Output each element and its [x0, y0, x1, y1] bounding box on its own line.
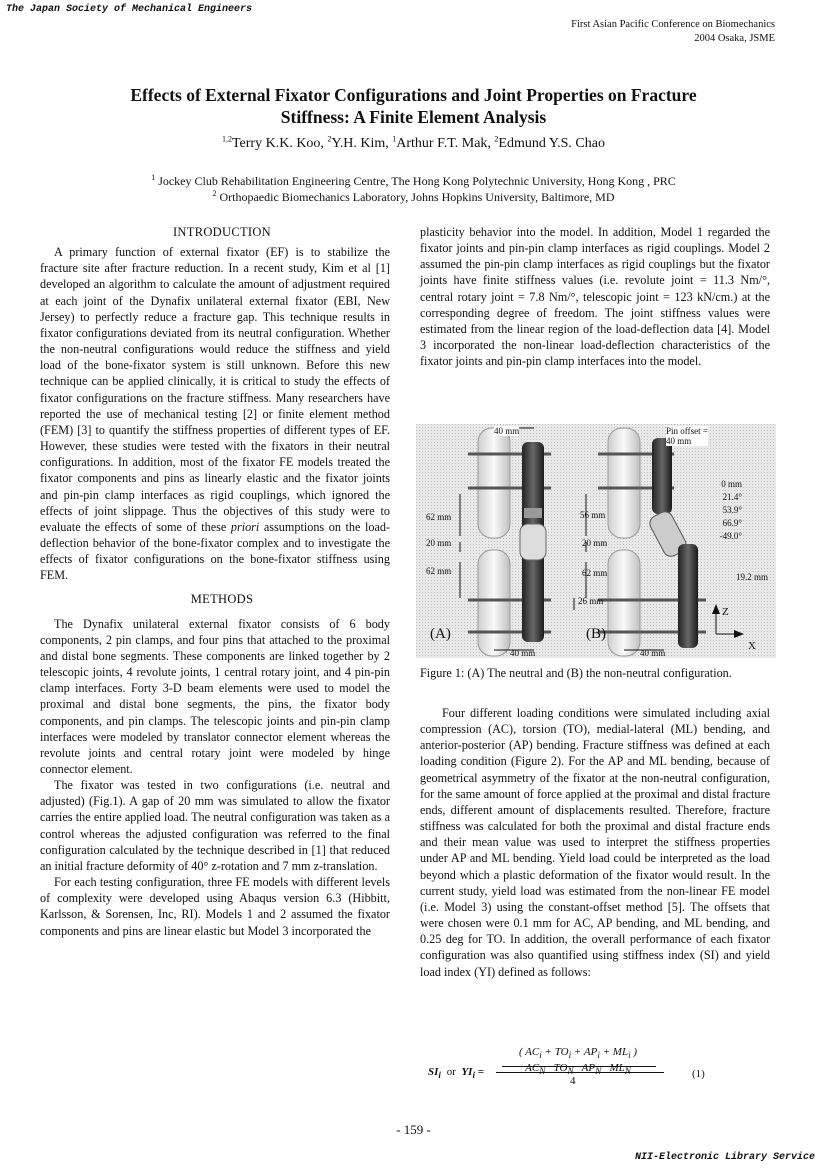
eq-sub: i	[597, 1050, 600, 1061]
eq-sub: i	[472, 1070, 475, 1081]
dim-40mm-b-bottom: 40 mm	[640, 648, 666, 658]
dim-26mm: 26 mm	[578, 596, 604, 606]
author-name: Y.H. Kim,	[331, 136, 393, 151]
eq-term: ML	[609, 1062, 625, 1074]
fixator-lower-b	[678, 544, 698, 648]
eq-or: or	[446, 1066, 456, 1078]
eq-denominator: 4	[570, 1075, 576, 1087]
intro-text-a: A primary function of external fixator (EF) is to stabilize the fracture site after fracture reduction. In a recent study, Kim et al [1] developed an algorithm to calculate the amount of adjustment required at each joint of the Dynafix unilateral external fixator (EBI, New Jersey) to perfectly reduce a fracture gap. This technique results in fixator configurations deviated from its neutral configuration. Whether the non-neutral configurations would reduce the stiffness and yield load of the bone-fixator system is still unknown. Before this new technique can be applied clinically, it is critical to study the effects of fixator configurations on the fracture stiffness. Many researchers have reported the use of mechanical testing [2] or finite element method (FEM) [3] to quantify the stiffness properties of different types of EF. However, these studies were tested with the fixators in their neutral configurations. In addition, most of the fixator FE models treated the fixator components and pins as linearly elastic and the fixator joints and pin-pin clamp interfaces as rigid couplings, which ignored the effects of joint slippage. Thus the objectives of this study were to evaluate the effects of some of these	[40, 245, 390, 534]
eq-sub: i	[438, 1070, 441, 1081]
library-footer: NII-Electronic Library Service	[634, 1152, 815, 1163]
angle-label: 66.9°	[722, 518, 742, 528]
page-number: - 159 -	[396, 1122, 431, 1137]
central-joint-a	[520, 524, 546, 560]
affiliation-2	[40, 189, 787, 205]
author-sup: 2	[327, 134, 332, 144]
clamp-a	[524, 508, 542, 518]
bone-distal-b	[608, 550, 640, 656]
angle-label: 53.9°	[722, 505, 742, 515]
eq-si: SI	[428, 1066, 439, 1078]
loading-paragraph: Four different loading conditions were simulated including axial compression (AC), torsion (TO), medial-lateral (ML) bending, and anterior-posterior (AP) bending. Fracture stiffness was defined at each loading condition (Figure 2). For the AP and ML bending, because of geometrical asymmetry of the fixator at the non-neutral configuration, for the same amount of force applied at the proximal and distal fracture ends, different amount of displacements resulted. Therefore, fracture stiffness was calculated for both the proximal and distal fracture ends and their mean value was used to interpret the stiffness properties under AP and ML bending. Yield load could be interpreted as the load beyond which a plastic deformation of the fixator would result. In the current study, yield load was estimated from the non-linear FE model (i.e. Model 3) using the constant-offset method [5]. The offsets that were chosen were 0.1 mm for AC, AP bending, and ML bending, and 0.25 deg for TO. In addition, the overall performance of each fixator configuration was also quantified using stiffness index (SI) and yield load index (YI) defined as follows:	[420, 706, 770, 979]
eq-term: AC	[525, 1046, 540, 1058]
eq-term: ML	[612, 1046, 629, 1058]
affiliation-text: Orthopaedic Biomechanics Laboratory, Johns Hopkins University, Baltimore, MD	[219, 190, 615, 204]
bone-proximal-a	[478, 428, 510, 538]
figure-1	[416, 424, 776, 658]
conference-name: First Asian Pacific Conference on Biomechanics	[571, 19, 775, 30]
dim-40mm-a-bottom: 40 mm	[510, 648, 536, 658]
fixator-upper-b	[652, 438, 672, 514]
eq-sub: N	[595, 1066, 602, 1077]
eq-sub: i	[539, 1050, 542, 1061]
eq-denominators	[498, 1062, 658, 1076]
angle-label: 21.4°	[722, 492, 742, 502]
eq-numerator: ( $AC_i + TO_i + AP_i + ML_i$ )	[518, 1046, 638, 1061]
models-paragraph: plasticity behavior into the model. In addition, Model 1 regarded the fixator joints and pin-pin clamp interfaces as rigid couplings. Model 2 assumed the pin-pin clamp interfaces as rigid couplings but the fixator joints have finite stiffness values (i.e. revolute joint = 11.3 Nm/°, central rotary joint = 7.8 Nm/°, telescopic joint = 123 kN/cm.) at the corresponding degree of freedom. The joint stiffness values were estimated from the linear region of the load-deflection data [4]. Model 3 incorporated the non-linear load-deflection characteristics of the fixator joints and pin-pin clamp interfaces into the model.	[420, 225, 770, 369]
eq-sub: N	[539, 1066, 546, 1077]
figure-caption: Figure 1: (A) The neutral and (B) the non-neutral configuration.	[420, 666, 732, 680]
paper-title	[40, 84, 787, 128]
methods-paragraph-1: The Dynafix unilateral external fixator consists of 6 body components, 2 pin clamps, and four pins that attached to the proximal and distal bone segments. These components are linked together by 2 telescopic joints, 4 revolute joints, 1 central rotary joint, and 4 pin-pin clamp interfaces. Forty 3-D beam elements were used to model the proximal and distal bone segments, the pins, the fixator body components, and pin clamps. The telescopic joints and pin-pin clamp interfaces were modeled by translator connector element whereas the revolute joints and central rotary joint were modeled by hinge connector element.	[40, 616, 390, 776]
dim-56mm: 56 mm	[580, 510, 606, 520]
conference-date: 2004 Osaka, JSME	[694, 33, 775, 44]
eq-sub: i	[568, 1050, 572, 1061]
author-name: Edmund Y.S. Chao	[498, 136, 605, 151]
methods-paragraph-2: The fixator was tested in two configurations (i.e. neutral and adjusted) (Fig.1). A gap of 20 mm was simulated to allow the fixator carries the entire applied load. The neutral configuration was taken as a control whereas the adjusted configuration was referred to the final configuration calculated by the technique described in [1] that reduced an initial fracture deformity of 40° z-rotation and 7 mm z-translation.	[40, 778, 390, 873]
dim-20mm-b: 20 mm	[582, 538, 608, 548]
intro-italic: priori	[230, 519, 260, 534]
dim-62mm-b: 62 mm	[582, 568, 608, 578]
title-line-2: Stiffness: A Finite Element Analysis	[280, 107, 547, 127]
equation-1	[428, 1046, 778, 1090]
methods-paragraph-3: For each testing configuration, three FE models with different levels of complexity were developed using Abaqus version 6.3 (Hibbitt, Karlsson, & Sorensen, Inc, RI). Models 1 and 2 assumed the fixator components and pins are linear elastic but Model 3 incorporated the	[40, 875, 390, 938]
axis-z-label: Z	[722, 606, 729, 618]
angle-label: -49.0°	[719, 531, 742, 541]
panel-label-a: (A)	[430, 626, 451, 642]
affiliation-text: Jockey Club Rehabilitation Engineering Centre, The Hong Kong Polytechnic University, Hong Kong , PRC	[158, 174, 676, 188]
eq-sub: N	[624, 1066, 631, 1077]
eq-sub: i	[628, 1050, 631, 1061]
author-sup: 1,2	[221, 134, 232, 144]
pin-offset-label	[666, 426, 708, 446]
eq-term: TO	[553, 1062, 568, 1074]
author-list	[40, 136, 787, 152]
dim-40mm-top: 40 mm	[494, 426, 520, 436]
axis-x-label: X	[748, 640, 756, 652]
intro-text-b: assumptions on the load-deflection behavior of the bone-fixator complex and to investigate the effects of fixator configurations on the bone-fixator stiffness using FEM.	[40, 519, 391, 583]
author-name: Arthur F.T. Mak,	[396, 136, 495, 151]
intro-paragraph	[40, 244, 390, 583]
eq-main-bar	[496, 1072, 664, 1073]
angle-label: 0 mm	[721, 479, 742, 489]
bone-distal-a	[478, 550, 510, 656]
eq-sub: N	[567, 1066, 574, 1077]
eq-term: AP	[581, 1062, 596, 1074]
affiliation-sup: 1	[151, 173, 156, 182]
dim-20mm-a: 20 mm	[426, 538, 452, 548]
affiliations	[40, 173, 787, 205]
eq-term: AP	[583, 1046, 598, 1058]
author-name: Terry K.K. Koo,	[231, 136, 328, 151]
right-column-bottom	[420, 705, 770, 980]
eq-term: TO	[554, 1046, 569, 1058]
affiliation-1	[40, 173, 787, 189]
affiliation-sup: 2	[212, 189, 217, 198]
dim-19mm: 19.2 mm	[736, 572, 769, 582]
panel-label-b: (B)	[586, 626, 606, 642]
pin-offset-text: Pin offset =	[666, 426, 708, 436]
left-column	[40, 224, 390, 939]
conference-header	[571, 18, 775, 46]
eq-number: (1)	[692, 1068, 705, 1080]
author-sup: 1	[392, 134, 397, 144]
eq-lhs: $SI_i$ or $YI_i$ =	[428, 1066, 485, 1081]
dim-62mm-a2: 62 mm	[426, 566, 452, 576]
pin-offset-value: 40 mm	[666, 436, 692, 446]
eq-yi: YI	[461, 1066, 473, 1078]
society-header: The Japan Society of Mechanical Engineers	[6, 4, 253, 15]
eq-term: AC	[525, 1062, 540, 1074]
right-column-top	[420, 224, 770, 369]
dim-62mm-a: 62 mm	[426, 512, 452, 522]
angle-labels	[712, 478, 742, 543]
bone-proximal-b	[608, 428, 640, 538]
introduction-heading: INTRODUCTION	[172, 225, 272, 239]
title-line-1: Effects of External Fixator Configurations and Joint Properties on Fracture	[130, 85, 697, 105]
author-sup: 2	[494, 134, 499, 144]
methods-heading: METHODS	[190, 592, 254, 607]
